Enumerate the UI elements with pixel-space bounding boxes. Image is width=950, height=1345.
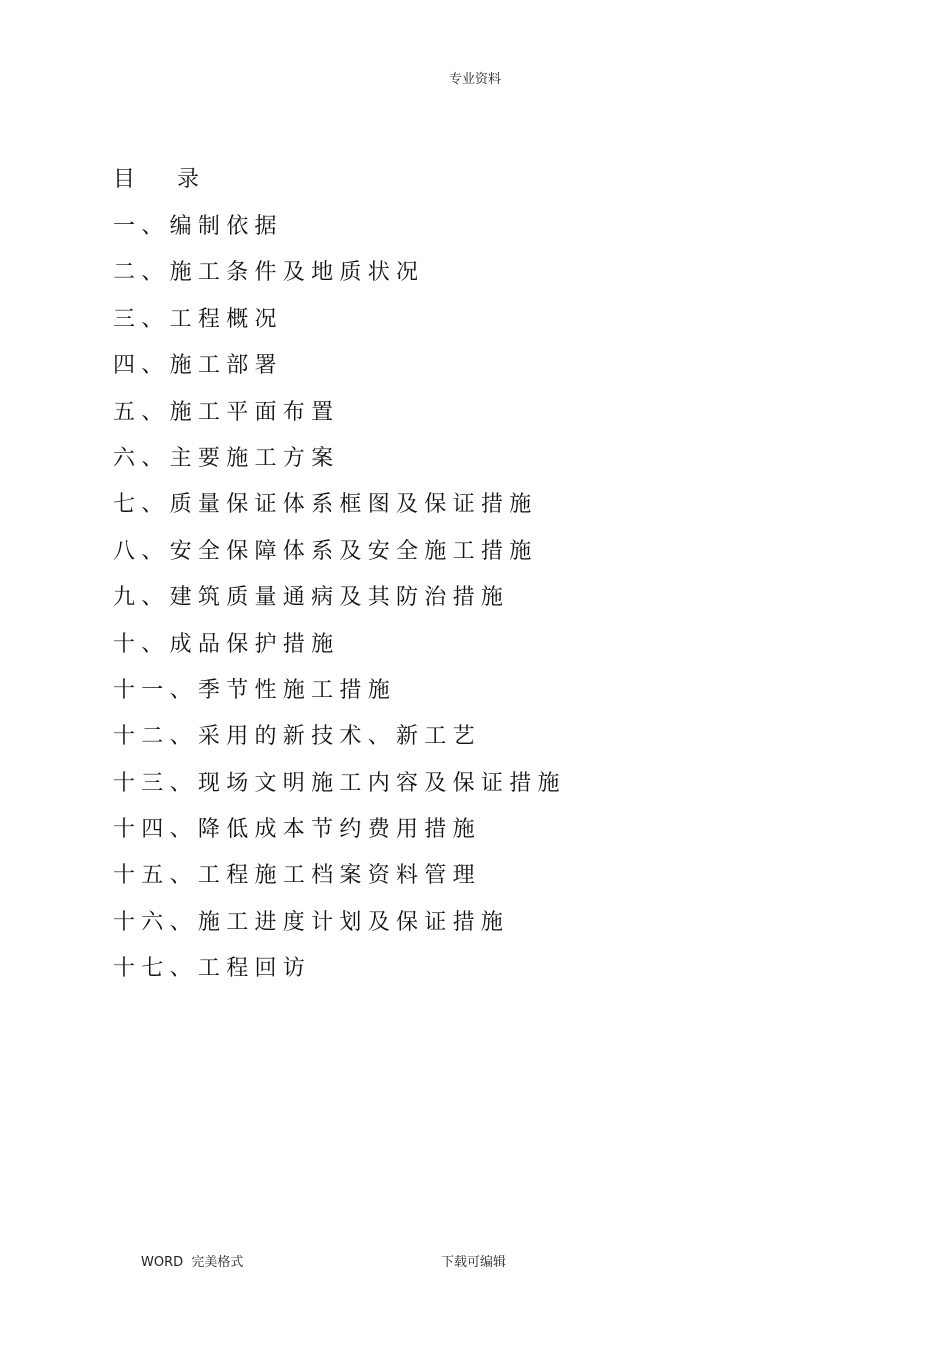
- toc-item-13: 十三、现场文明施工内容及保证措施: [113, 770, 566, 796]
- toc-item-11: 十一、季节性施工措施: [113, 677, 397, 703]
- toc-list: [113, 210, 566, 999]
- toc-item-9: 九、建筑质量通病及其防治措施: [113, 585, 510, 611]
- toc-item-8: 八、安全保障体系及安全施工措施: [113, 538, 538, 564]
- toc-item-2: 二、施工条件及地质状况: [113, 260, 425, 286]
- toc-item-17: 十七、工程回访: [113, 956, 312, 982]
- toc-item-3: 三、工程概况: [113, 306, 283, 332]
- toc-item-12: 十二、采用的新技术、新工艺: [113, 724, 481, 750]
- toc-item-6: 六、主要施工方案: [113, 445, 340, 471]
- toc-title: 目 录: [113, 167, 199, 192]
- toc-item-14: 十四、降低成本节约费用措施: [113, 817, 481, 843]
- page-header: 专业资料: [448, 72, 501, 87]
- toc-item-10: 十、成品保护措施: [113, 631, 340, 657]
- toc-item-16: 十六、施工进度计划及保证措施: [113, 909, 510, 935]
- toc-item-7: 七、质量保证体系框图及保证措施: [113, 492, 538, 518]
- toc-item-4: 四、施工部署: [113, 353, 283, 379]
- toc-item-15: 十五、工程施工档案资料管理: [113, 863, 481, 889]
- footer-left-text: WORD 完美格式: [141, 1255, 244, 1270]
- toc-item-5: 五、施工平面布置: [113, 399, 340, 425]
- footer-right-text: 下载可编辑: [441, 1255, 507, 1270]
- toc-item-1: 一、编制依据: [113, 214, 283, 239]
